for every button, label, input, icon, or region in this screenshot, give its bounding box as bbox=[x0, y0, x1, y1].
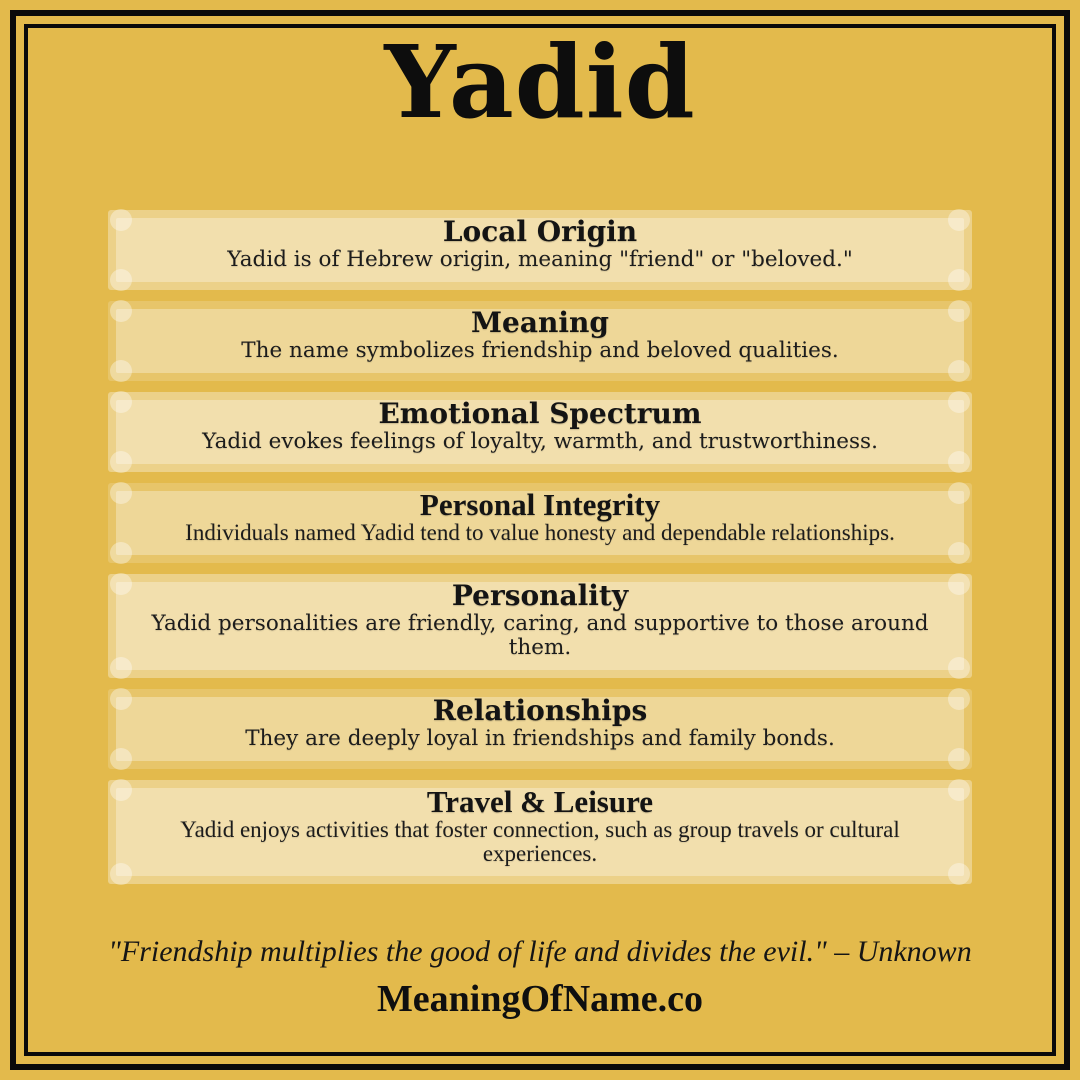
section-heading: Local Origin bbox=[442, 215, 638, 248]
section-heading: Personality bbox=[451, 579, 629, 612]
section-body: Yadid evokes feelings of loyalty, warmth, and trustworthiness. bbox=[202, 429, 878, 454]
section-body: Yadid enjoys activities that foster connection, such as group travels or cultural experiences. bbox=[180, 817, 900, 866]
section-heading: Meaning bbox=[471, 306, 609, 339]
section-body: Individuals named Yadid tend to value honesty and dependable relationships. bbox=[185, 520, 895, 545]
quote-text: "Friendship multiplies the good of life and divides the evil." – Unknown bbox=[108, 935, 972, 968]
section-card bbox=[108, 689, 972, 769]
section-heading: Personal Integrity bbox=[419, 487, 661, 522]
section-heading: Travel & Leisure bbox=[426, 784, 654, 819]
sections-list bbox=[108, 210, 972, 884]
section-heading: Relationships bbox=[432, 694, 648, 727]
card-content bbox=[108, 483, 972, 563]
section-card bbox=[108, 392, 972, 472]
section-card bbox=[108, 780, 972, 884]
section-card bbox=[108, 574, 972, 678]
card-content bbox=[108, 392, 972, 472]
section-body: They are deeply loyal in friendships and family bonds. bbox=[245, 726, 835, 751]
card-content bbox=[108, 780, 972, 884]
section-body: The name symbolizes friendship and beloved qualities. bbox=[241, 338, 839, 363]
section-card bbox=[108, 301, 972, 381]
page-title: Yadid bbox=[384, 23, 696, 141]
section-heading: Emotional Spectrum bbox=[378, 397, 702, 430]
section-body: Yadid is of Hebrew origin, meaning "friend" or "beloved." bbox=[227, 247, 853, 272]
card-content bbox=[108, 574, 972, 678]
card-content bbox=[108, 301, 972, 381]
card-content bbox=[108, 210, 972, 290]
section-card bbox=[108, 210, 972, 290]
section-card bbox=[108, 483, 972, 563]
card-content bbox=[108, 689, 972, 769]
site-name: MeaningOfName.co bbox=[376, 978, 704, 1020]
section-body: Yadid personalities are friendly, caring, and supportive to those around them. bbox=[151, 611, 929, 660]
